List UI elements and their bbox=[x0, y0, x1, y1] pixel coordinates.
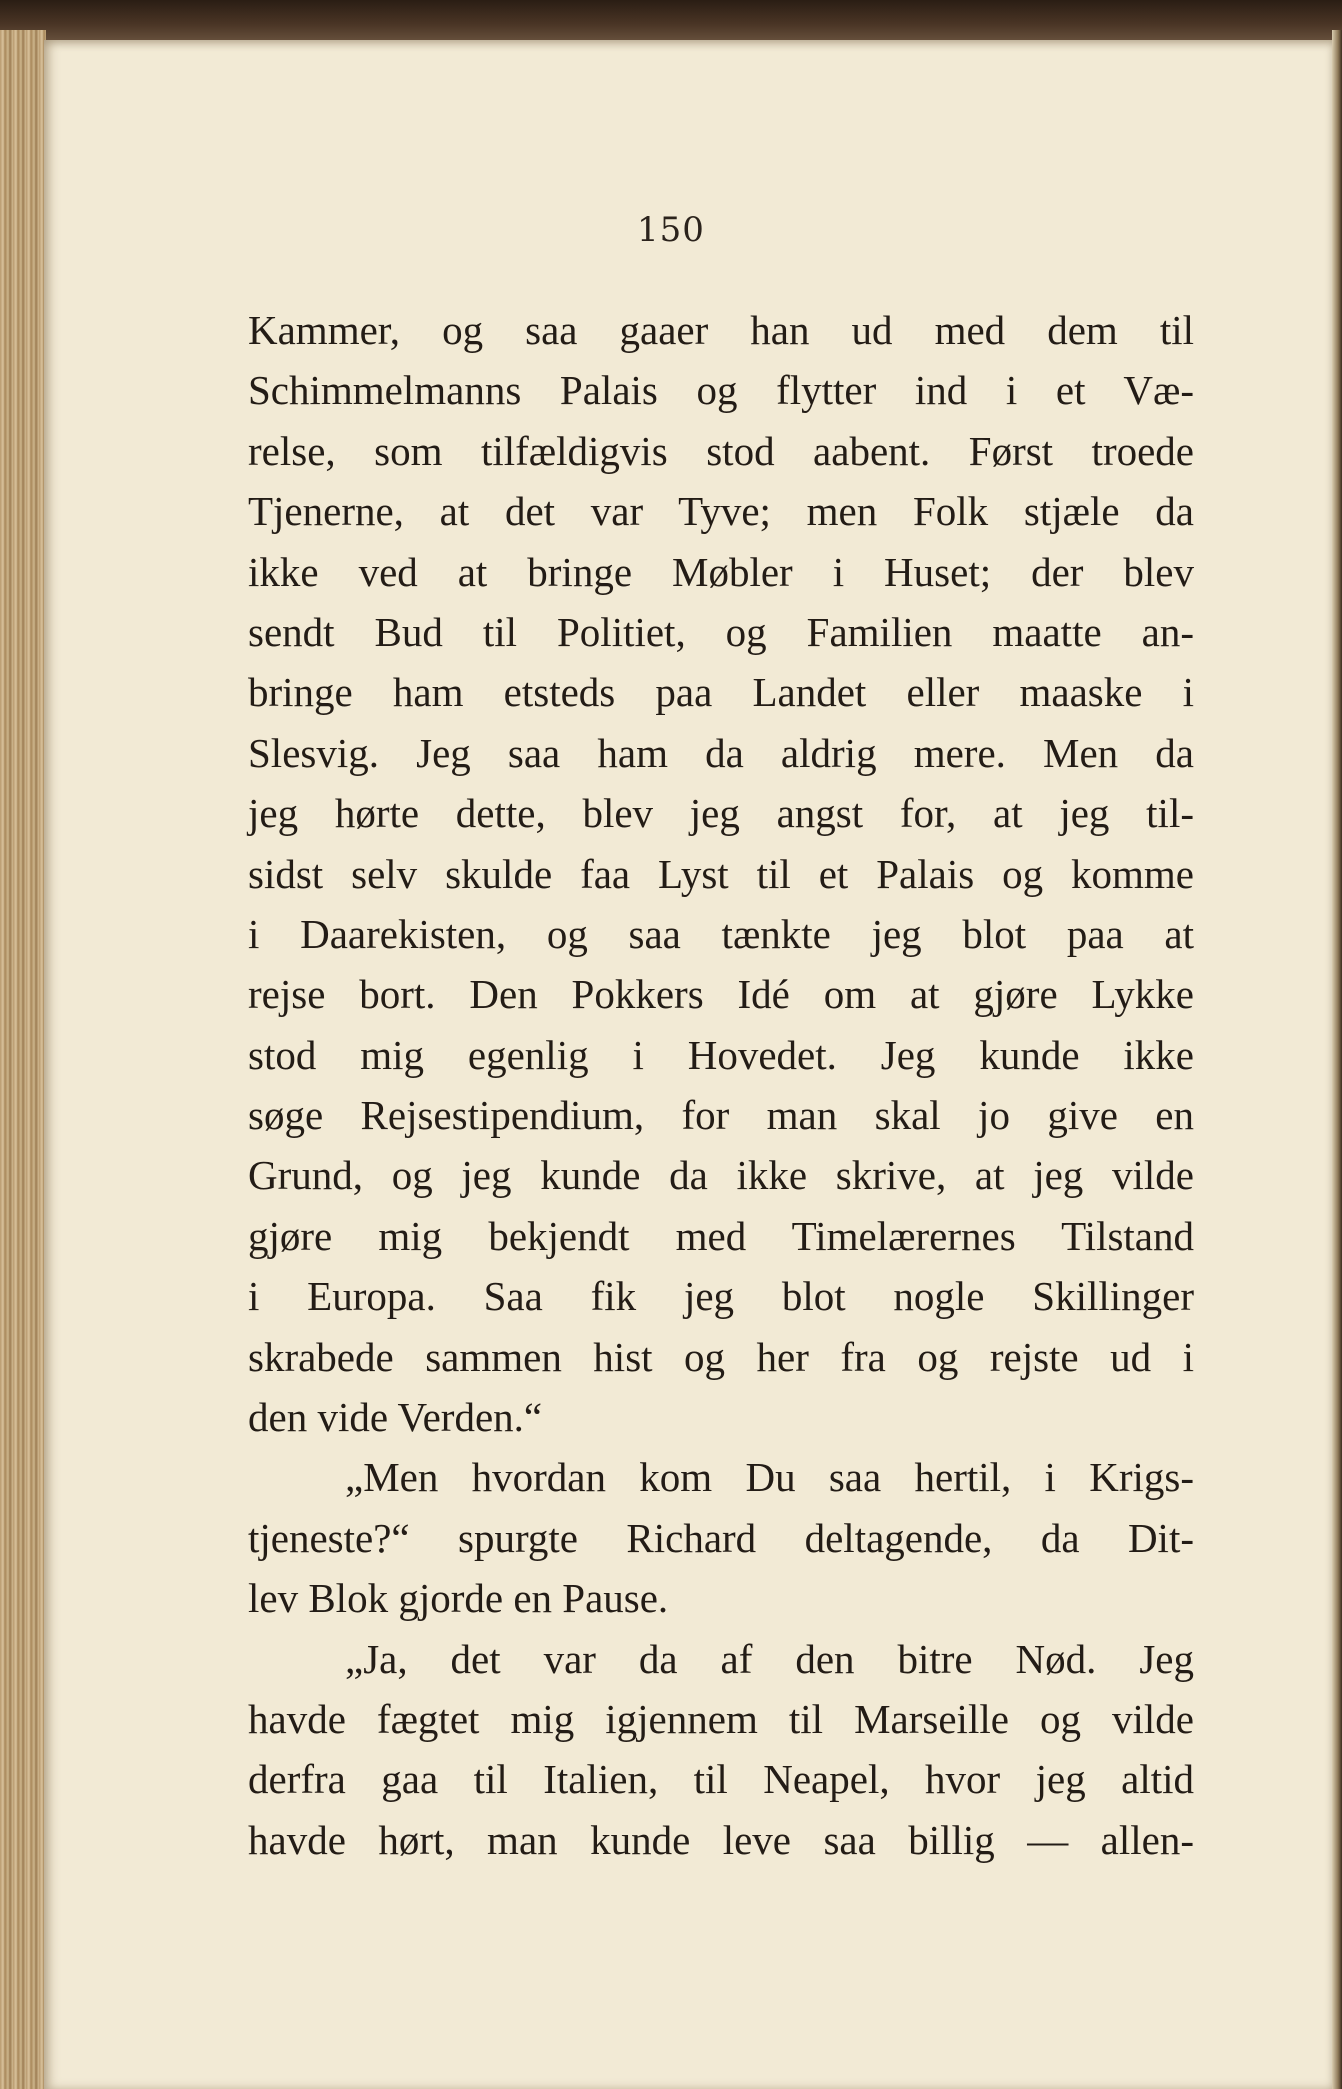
text-line: jeg hørte dette, blev jeg angst for, at jeg til- bbox=[248, 790, 1194, 837]
text-line: skrabede sammen hist og her fra og rejste ud i bbox=[248, 1333, 1194, 1380]
text-line: i Europa. Saa fik jeg blot nogle Skillinger bbox=[248, 1273, 1194, 1320]
text-line: Grund, og jeg kunde da ikke skrive, at jeg vilde bbox=[248, 1152, 1194, 1199]
text-line: „Men hvordan kom Du saa hertil, i Krigs- bbox=[345, 1454, 1194, 1501]
text-line: tjeneste?“ spurgte Richard deltagende, da Dit- bbox=[248, 1514, 1194, 1561]
book-spine-edge bbox=[0, 30, 46, 2089]
text-line: lev Blok gjorde en Pause. bbox=[248, 1575, 669, 1622]
text-line: Tjenerne, at det var Tyve; men Folk stjæle da bbox=[248, 488, 1194, 535]
text-line: relse, som tilfældigvis stod aabent. Først troede bbox=[248, 427, 1194, 474]
page-number: 150 bbox=[637, 210, 705, 250]
text-line: sidst selv skulde faa Lyst til et Palais og komme bbox=[248, 850, 1194, 897]
text-line: havde fægtet mig igjennem til Marseille og vilde bbox=[248, 1695, 1194, 1742]
text-line: Slesvig. Jeg saa ham da aldrig mere. Men da bbox=[248, 729, 1194, 776]
text-line: stod mig egenlig i Hovedet. Jeg kunde ikke bbox=[248, 1031, 1194, 1078]
text-line: Kammer, og saa gaaer han ud med dem til bbox=[248, 307, 1194, 353]
text-line: den vide Verden.“ bbox=[248, 1394, 543, 1441]
text-line: ikke ved at bringe Møbler i Huset; der blev bbox=[248, 548, 1194, 595]
paragraph-3 bbox=[248, 1629, 1194, 1871]
text-line: rejse bort. Den Pokkers Idé om at gjøre Lykke bbox=[248, 971, 1194, 1018]
text-line: „Ja, det var da af den bitre Nød. Jeg bbox=[345, 1635, 1194, 1682]
text-line: bringe ham etsteds paa Landet eller maaske i bbox=[248, 669, 1194, 716]
book-top-edge bbox=[0, 0, 1342, 44]
text-line: havde hørt, man kunde leve saa billig — allen- bbox=[248, 1816, 1194, 1863]
text-line: gjøre mig bekjendt med Timelærernes Tilstand bbox=[248, 1212, 1194, 1259]
paragraph-1 bbox=[248, 300, 1194, 1447]
text-line: derfra gaa til Italien, til Neapel, hvor jeg altid bbox=[248, 1756, 1194, 1803]
paragraph-2 bbox=[248, 1447, 1194, 1628]
body-text bbox=[248, 300, 1194, 1870]
text-line: sendt Bud til Politiet, og Familien maatte an- bbox=[248, 608, 1194, 655]
text-line: søge Rejsestipendium, for man skal jo give en bbox=[248, 1092, 1194, 1139]
page-right-edge bbox=[1332, 30, 1342, 2089]
text-line: Schimmelmanns Palais og flytter ind i et Væ- bbox=[248, 367, 1194, 414]
text-line: i Daarekisten, og saa tænkte jeg blot paa at bbox=[248, 910, 1194, 957]
